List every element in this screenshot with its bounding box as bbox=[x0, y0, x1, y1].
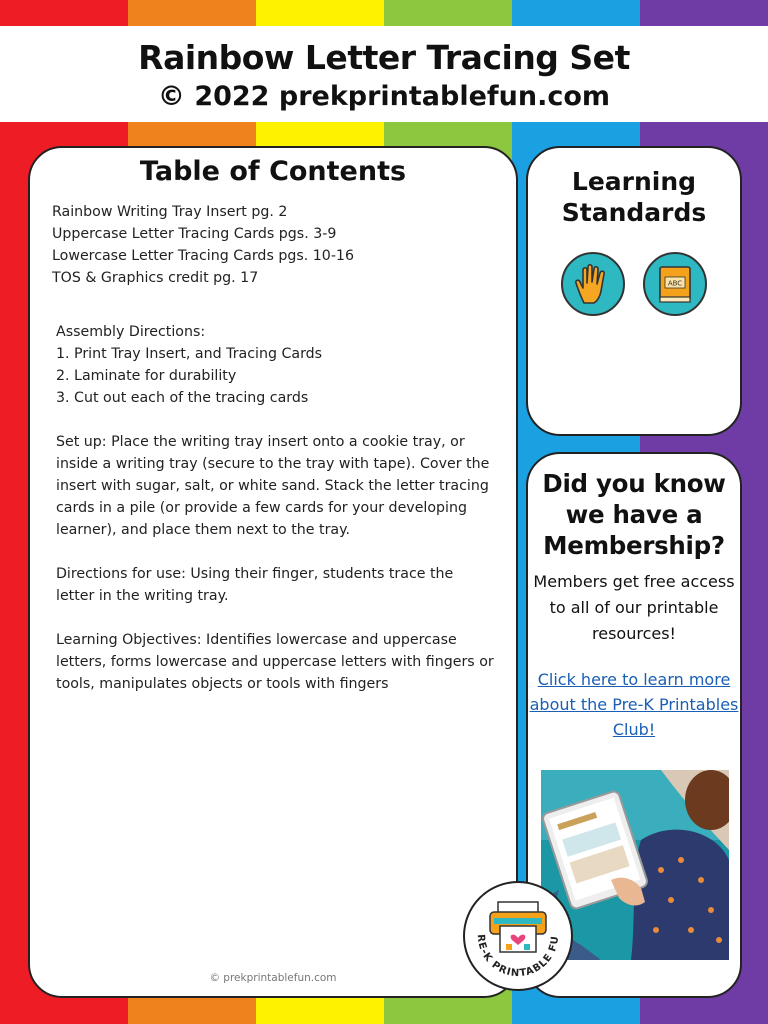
membership-body: Members get free access to all of our printable resources! bbox=[533, 572, 735, 643]
toc-contents-list bbox=[30, 201, 516, 289]
page-title: Rainbow Letter Tracing Set bbox=[138, 38, 630, 77]
toc-item: Uppercase Letter Tracing Cards pgs. 3-9 bbox=[52, 226, 337, 242]
assembly-line: 3. Cut out each of the tracing cards bbox=[56, 390, 309, 406]
pre-k-printable-fun-logo bbox=[462, 880, 574, 992]
copyright-footer: © prekprintablefun.com bbox=[209, 972, 337, 984]
setup-paragraph: Set up: Place the writing tray insert onto a cookie tray, or inside a writing tray (secure to the tray with tape). Cover the insert with sugar, salt, or white sand. Stack the letter tracing cards in a pile (or provide a few cards for your developing learner), and place them next to the tray. bbox=[56, 434, 490, 538]
toc-item: Lowercase Letter Tracing Cards pgs. 10-16 bbox=[52, 248, 354, 264]
toc-item: TOS & Graphics credit pg. 17 bbox=[52, 270, 259, 286]
toc-title: Table of Contents bbox=[139, 156, 407, 187]
learning-standards-panel bbox=[526, 146, 742, 436]
learning-standards-title: Learning Standards bbox=[561, 167, 707, 227]
logo-text: RE-K PRINTABLE FU bbox=[474, 933, 562, 980]
membership-link[interactable]: Click here to learn more about the Pre-K Printables Club! bbox=[529, 670, 739, 739]
assembly-line: 2. Laminate for durability bbox=[56, 368, 237, 384]
header-banner bbox=[0, 26, 768, 122]
book-label: ABC bbox=[667, 279, 683, 288]
hand-icon bbox=[561, 252, 625, 316]
assembly-line: 1. Print Tray Insert, and Tracing Cards bbox=[56, 346, 323, 362]
toc-item: Rainbow Writing Tray Insert pg. 2 bbox=[52, 204, 288, 220]
assembly-directions bbox=[30, 321, 516, 409]
assembly-line: Assembly Directions: bbox=[56, 324, 206, 340]
directions-paragraph: Directions for use: Using their finger, students trace the letter in the writing tray. bbox=[56, 566, 454, 604]
page-subtitle: © 2022 prekprintablefun.com bbox=[157, 81, 611, 112]
standards-icons bbox=[528, 252, 740, 316]
table-of-contents-panel bbox=[28, 146, 518, 998]
membership-title: Did you know we have a Membership? bbox=[542, 469, 726, 560]
abc-book-icon bbox=[643, 252, 707, 316]
objectives-paragraph: Learning Objectives: Identifies lowercase and uppercase letters, forms lowercase and uppercase letters with fingers or tools, manipulates objects or tools with fingers bbox=[56, 632, 494, 692]
